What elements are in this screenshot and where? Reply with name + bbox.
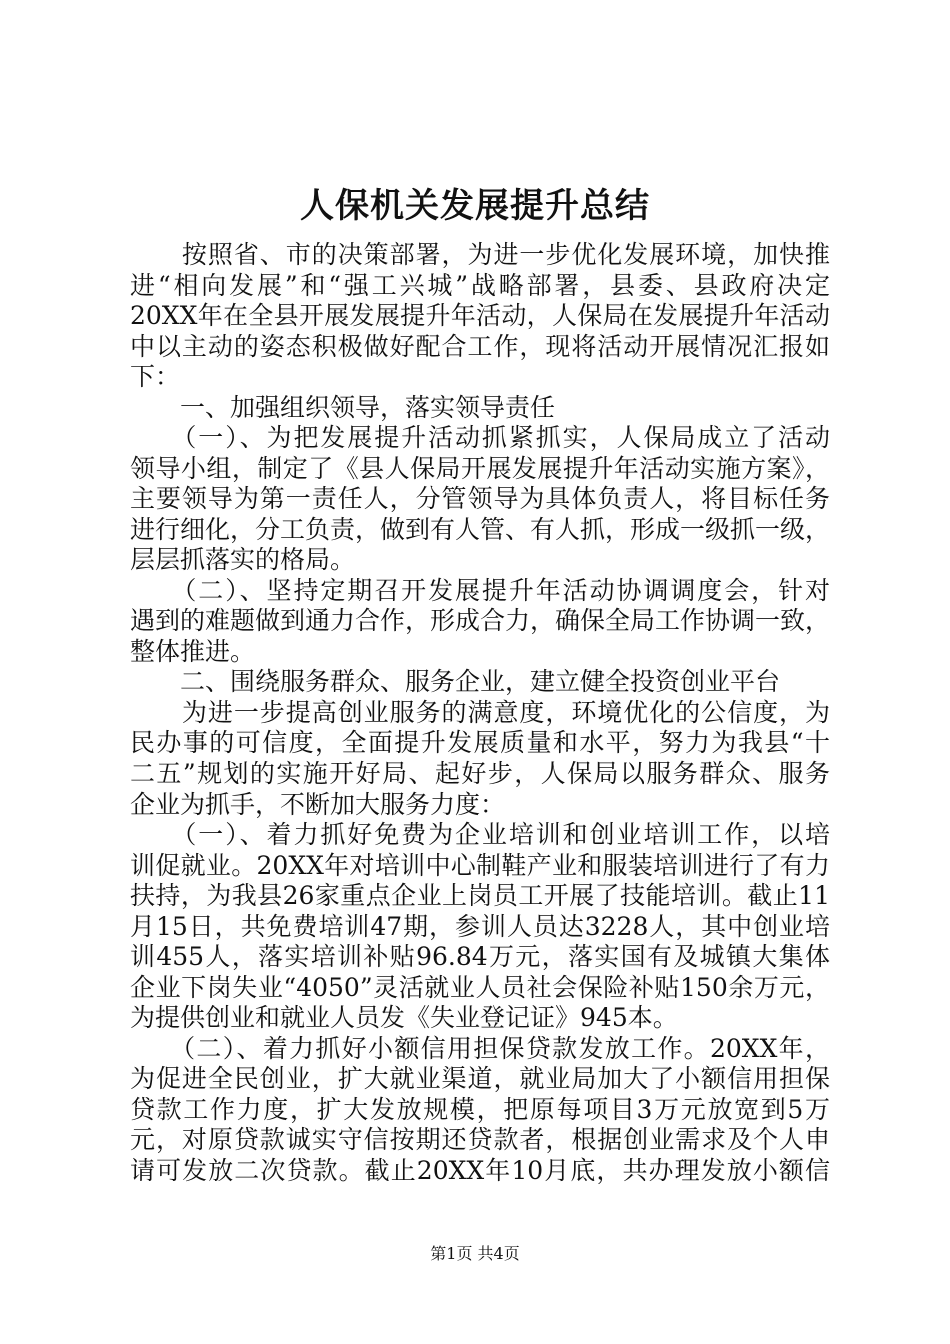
body-line: 中以主动的姿态积极做好配合工作，现将活动开展情况汇报如 <box>130 331 830 361</box>
body-line: 月15日，共免费培训47期，参训人员达3228人，其中创业培 <box>130 911 830 941</box>
body-line: 为提供创业和就业人员发《失业登记证》945本。 <box>130 1003 678 1033</box>
body-line: 元，对原贷款诚实守信按期还贷款者，根据创业需求及个人申 <box>130 1125 830 1155</box>
body-line: 企业下岗失业“4050”灵活就业人员社会保险补贴150余万元， <box>130 972 830 1002</box>
body-line: 遇到的难题做到通力合作，形成合力，确保全局工作协调一致， <box>130 606 831 636</box>
body-line: 层层抓落实的格局。 <box>130 545 356 575</box>
page-footer: 第1页 共4页 <box>430 1244 520 1263</box>
body-line: 为进一步提高创业服务的满意度，环境优化的公信度，为 <box>130 697 830 727</box>
body-line: 二五”规划的实施开好局、起好步，人保局以服务群众、服务 <box>130 759 830 788</box>
body-line: 扶持，为我县26家重点企业上岗员工开展了技能培训。截止11 <box>130 881 830 911</box>
body-line: 请可发放二次贷款。截止20XX年10月底，共办理发放小额信 <box>130 1155 830 1185</box>
body-line: 企业为抓手，不断加大服务力度： <box>130 789 506 819</box>
body-line: 进“相向发展”和“强工兴城”战略部署，县委、县政府决定 <box>130 270 830 300</box>
body-line: 整体推进。 <box>130 636 256 666</box>
body-line: 二、围绕服务群众、服务企业，建立健全投资创业平台 <box>130 667 781 697</box>
body-line: （二）、坚持定期召开发展提升年活动协调调度会，针对 <box>130 575 830 605</box>
body-line: 训促就业。20XX年对培训中心制鞋产业和服装培训进行了有力 <box>130 850 830 880</box>
body-line: 下： <box>130 362 181 392</box>
body-line: 进行细化，分工负责，做到有人管、有人抓，形成一级抓一级， <box>130 514 831 544</box>
body-line: 按照省、市的决策部署，为进一步优化发展环境，加快推 <box>130 240 830 269</box>
body-line: 为促进全民创业，扩大就业渠道，就业局加大了小额信用担保 <box>130 1064 830 1094</box>
body-line: （一）、着力抓好免费为企业培训和创业培训工作，以培 <box>130 820 830 850</box>
body-line: 民办事的可信度，全面提升发展质量和水平，努力为我县“十 <box>130 728 830 758</box>
body-line: （一）、为把发展提升活动抓紧抓实，人保局成立了活动 <box>130 423 830 453</box>
body-line: （二）、着力抓好小额信用担保贷款发放工作。20XX年， <box>130 1033 830 1063</box>
body-line: 一、加强组织领导，落实领导责任 <box>130 392 556 422</box>
body-line: 主要领导为第一责任人，分管领导为具体负责人，将目标任务 <box>130 484 830 514</box>
body-line: 20XX年在全县开展发展提升年活动，人保局在发展提升年活动 <box>130 301 830 331</box>
document-title: 人保机关发展提升总结 <box>300 186 650 226</box>
body-line: 训455人，落实培训补贴96.84万元，落实国有及城镇大集体 <box>130 942 830 972</box>
body-line: 领导小组，制定了《县人保局开展发展提升年活动实施方案》， <box>130 453 830 483</box>
body-line: 贷款工作力度，扩大发放规模，把原每项目3万元放宽到5万 <box>130 1094 830 1124</box>
